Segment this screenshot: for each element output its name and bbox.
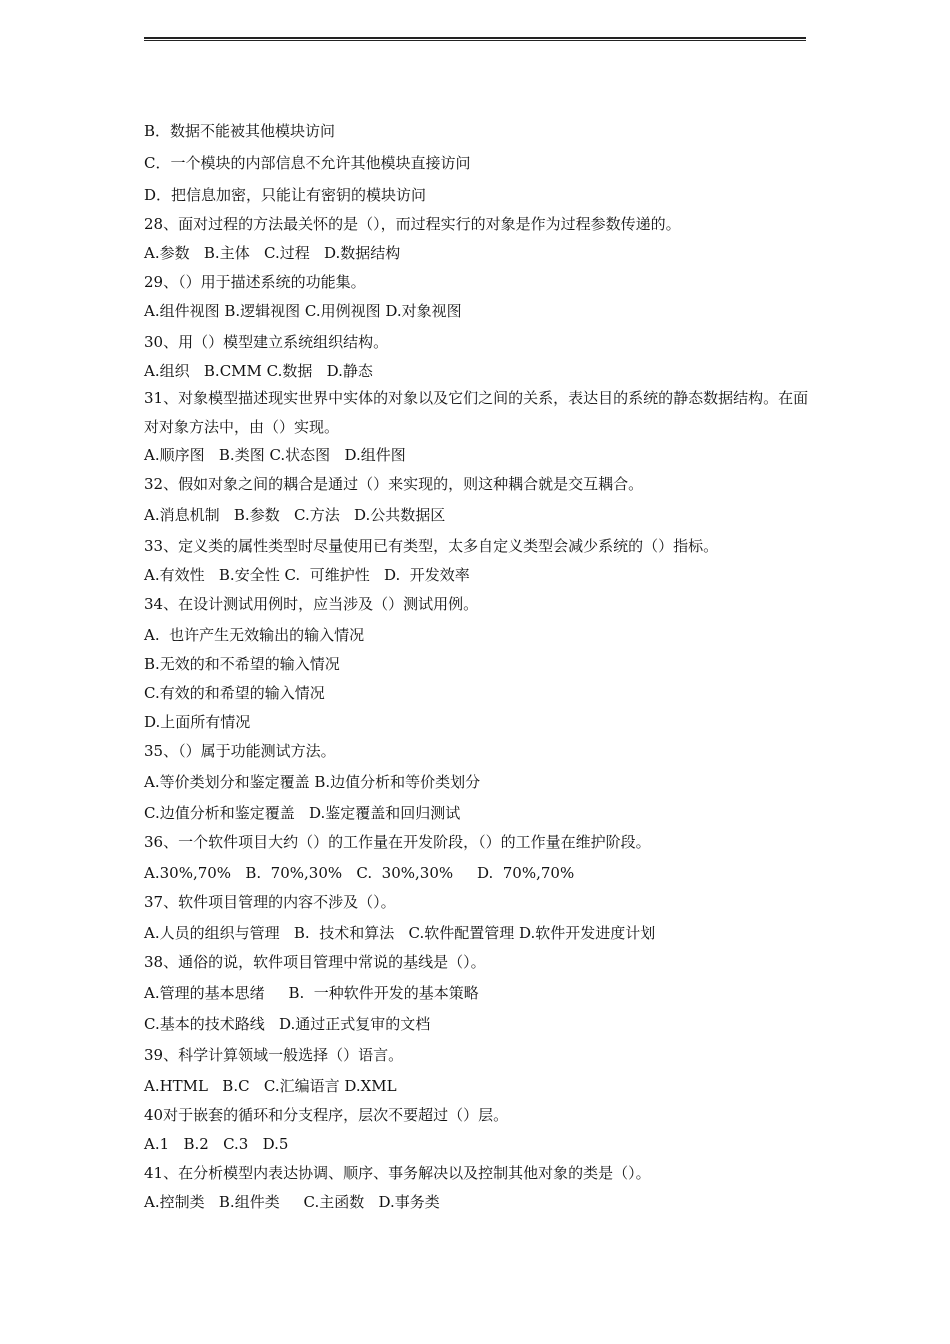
option-line: A.消息机制 B.参数 C.方法 D.公共数据区 [144,506,446,524]
option-line: A.30%,70% B. 70%,30% C. 30%,30% D. 70%,70% [144,864,575,882]
question-line: 40对于嵌套的循环和分支程序，层次不要超过（）层。 [144,1106,509,1124]
question-line: 31、对象模型描述现实世界中实体的对象以及它们之间的关系，表达目的系统的静态数据结构。在面对对象方法中，由（）实现。 [144,389,809,436]
question-line: 36、一个软件项目大约（）的工作量在开发阶段，（）的工作量在维护阶段。 [144,833,651,851]
option-line: A.控制类 B.组件类 C.主函数 D.事务类 [144,1193,440,1211]
question-line: 38、通俗的说，软件项目管理中常说的基线是（）。 [144,953,486,971]
question-line: 29、（）用于描述系统的功能集。 [144,273,366,291]
option-line: A.参数 B.主体 C.过程 D.数据结构 [144,244,401,262]
question-line: 35、（）属于功能测试方法。 [144,742,336,760]
option-line: A.组织 B.CMM C.数据 D.静态 [144,362,373,380]
question-line: 34、在设计测试用例时，应当涉及（）测试用例。 [144,595,479,613]
option-line: A.1 B.2 C.3 D.5 [144,1135,289,1153]
option-line: C．一个模块的内部信息不允许其他模块直接访问 [144,154,471,172]
option-line: B．数据不能被其他模块访问 [144,122,336,140]
option-line: A.人员的组织与管理 B. 技术和算法 C.软件配置管理 D.软件开发进度计划 [144,924,656,942]
option-line: A.HTML B.C C.汇编语言 D.XML [144,1077,397,1095]
question-line: 37、软件项目管理的内容不涉及（）。 [144,893,396,911]
question-line: 28、面对过程的方法最关怀的是（），而过程实行的对象是作为过程参数传递的。 [144,215,681,233]
question-line: 33、定义类的属性类型时尽量使用已有类型，太多自定义类型会减少系统的（）指标。 [144,537,719,555]
option-line: A. 也许产生无效输出的输入情况 [144,626,365,644]
option-line: A.组件视图 B.逻辑视图 C.用例视图 D.对象视图 [144,302,462,320]
option-line: A.顺序图 B.类图 C.状态图 D.组件图 [144,446,406,464]
option-line: D.上面所有情况 [144,713,251,731]
option-line: A.等价类划分和鉴定覆盖 B.边值分析和等价类划分 [144,773,481,791]
option-line: A.有效性 B.安全性 C. 可维护性 D. 开发效率 [144,566,470,584]
question-line: 30、用（）模型建立系统组织结构。 [144,333,389,351]
option-line: B.无效的和不希望的输入情况 [144,655,340,673]
option-line: A.管理的基本思绪 B. 一种软件开发的基本策略 [144,984,479,1002]
question-line: 32、假如对象之间的耦合是通过（）来实现的，则这种耦合就是交互耦合。 [144,475,644,493]
option-line: C.基本的技术路线 D.通过正式复审的文档 [144,1015,431,1033]
option-line: D．把信息加密，只能让有密钥的模块访问 [144,186,427,204]
question-line: 41、在分析模型内表达协调、顺序、事务解决以及控制其他对象的类是（）。 [144,1164,651,1182]
header-rule [144,37,806,41]
question-line: 39、科学计算领域一般选择（）语言。 [144,1046,404,1064]
option-line: C.有效的和希望的输入情况 [144,684,325,702]
option-line: C.边值分析和鉴定覆盖 D.鉴定覆盖和回归测试 [144,804,461,822]
document-body [144,120,809,1213]
